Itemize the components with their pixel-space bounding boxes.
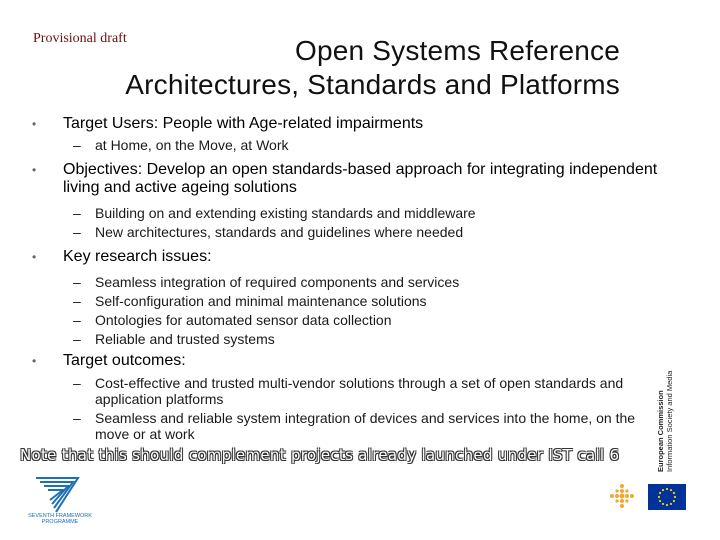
bullet-objectives [30, 161, 680, 197]
sub-bullet-text: Building on and extending existing standards and middleware [95, 205, 476, 221]
sub-bullet [30, 375, 670, 407]
sub-bullet [30, 205, 680, 221]
sub-bullet [30, 410, 670, 442]
bullet-text: Key research issues: [63, 248, 212, 265]
eu-star [673, 492, 675, 494]
eu-star [659, 492, 661, 494]
bullet-research-issues [30, 248, 680, 266]
eu-star [662, 503, 664, 505]
eu-star [674, 496, 676, 498]
bullet-text: Objectives: Develop an open standards-based approach for integrating independent living and active ageing solutions [63, 161, 658, 196]
eu-star [659, 500, 661, 502]
bullet-text: Target Users: People with Age-related impairments [63, 115, 424, 132]
fp7-mark-icon [36, 478, 78, 512]
sub-bullet [30, 331, 680, 347]
dash-icon: – [73, 293, 81, 309]
sub-bullet-text: Self-configuration and minimal maintenance solutions [95, 293, 427, 309]
dots-logo-icon [608, 482, 636, 510]
provisional-draft-stamp: Provisional draft [33, 31, 127, 46]
dash-icon: – [73, 205, 81, 221]
title-line-1: Open Systems Reference [295, 35, 620, 66]
sub-bullet [30, 137, 680, 153]
sub-bullet-text: New architectures, standards and guidelines where needed [95, 224, 464, 240]
eu-star [662, 489, 664, 491]
dash-icon: – [73, 312, 81, 328]
dash-icon: – [73, 331, 81, 347]
bullet-icon: • [32, 354, 37, 368]
dash-icon: – [73, 137, 81, 153]
sub-bullet-text: Seamless integration of required components and services [95, 274, 460, 290]
dash-icon: – [73, 375, 81, 391]
sub-bullet-text: Cost-effective and trusted multi-vendor solutions through a set of open standards and application platforms [95, 375, 624, 407]
fp7-line-1: SEVENTH FRAMEWORK [28, 513, 92, 519]
sub-bullet-text: Reliable and trusted systems [95, 331, 275, 347]
eu-star [670, 489, 672, 491]
sub-bullet-text: at Home, on the Move, at Work [95, 137, 289, 153]
ec-line-2: Information Society and Media [665, 370, 674, 472]
eu-flag-icon [648, 484, 686, 510]
bullet-target-users [30, 115, 680, 133]
ec-line-1: European Commission [656, 390, 665, 472]
dash-icon: – [73, 410, 81, 426]
title-line-2: Architectures, Standards and Platforms [125, 69, 620, 100]
bullet-target-outcomes [30, 352, 680, 370]
dash-icon: – [73, 224, 81, 240]
european-commission-label [643, 370, 674, 480]
fp7-logo [26, 472, 94, 524]
eu-star [670, 503, 672, 505]
sub-bullet [30, 312, 680, 328]
bullet-icon: • [32, 163, 37, 177]
sub-bullet-text: Ontologies for automated sensor data collection [95, 312, 392, 328]
sub-bullet-text: Seamless and reliable system integration of devices and services into the home, on the move or at work [95, 410, 636, 442]
sub-bullet [30, 293, 680, 309]
eu-star [658, 496, 660, 498]
fp7-line-2: PROGRAMME [41, 519, 79, 525]
slide-title [40, 34, 620, 102]
bullet-text: Target outcomes: [63, 352, 186, 369]
eu-star [666, 504, 668, 506]
sub-bullet [30, 274, 680, 290]
dash-icon: – [73, 274, 81, 290]
slide-content [30, 115, 680, 442]
eu-star [666, 488, 668, 490]
footnote: Note that this should complement projects already launched under IST call 6 [20, 446, 620, 464]
bullet-icon: • [32, 250, 37, 264]
sub-bullet [30, 224, 680, 240]
eu-star [673, 500, 675, 502]
bullet-icon: • [32, 117, 37, 131]
